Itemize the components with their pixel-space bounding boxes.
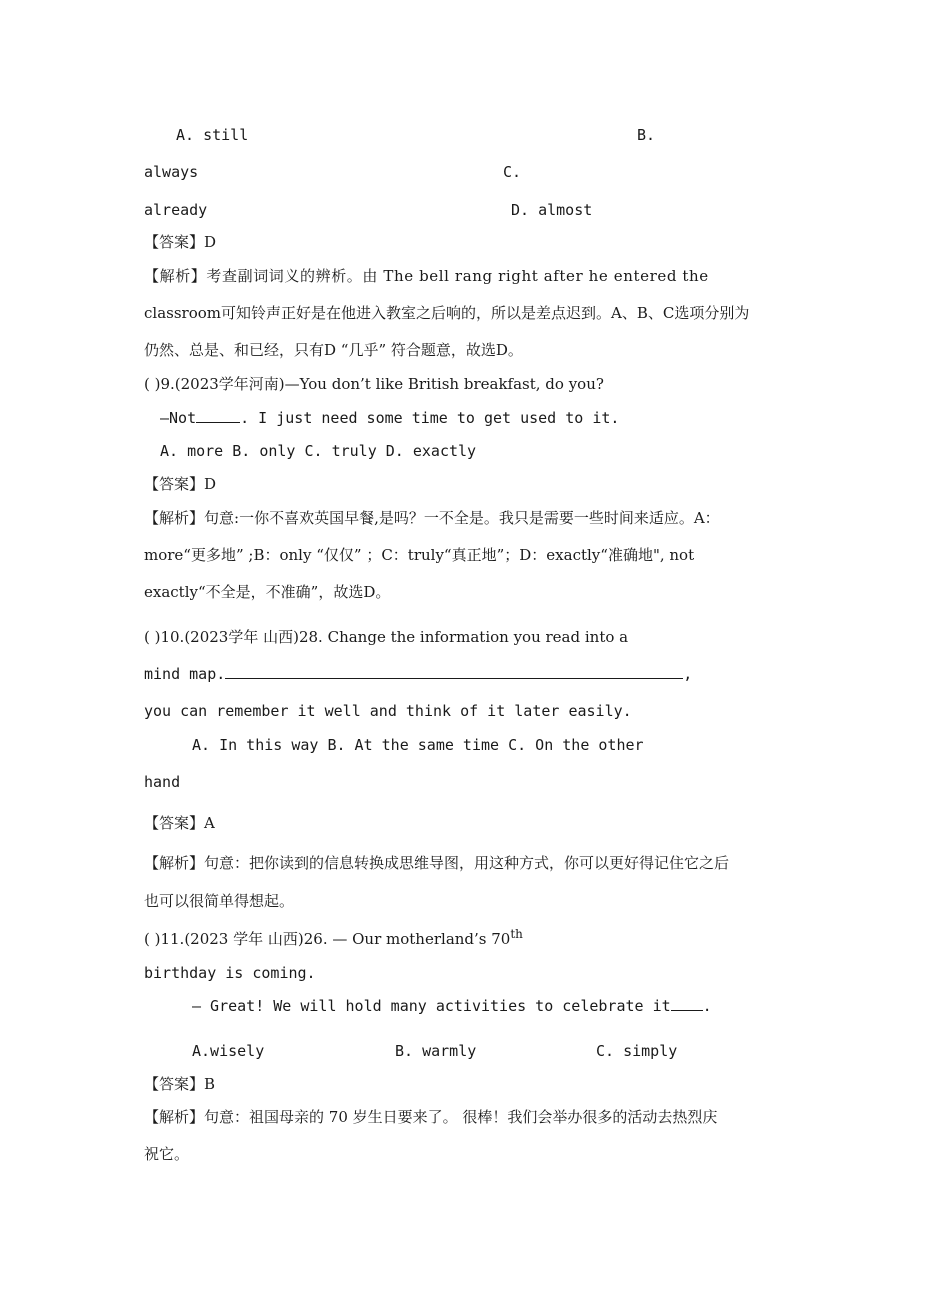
answer-value: A	[204, 814, 215, 832]
q11-answer	[144, 1074, 215, 1094]
stem-text: ( )11.(2023 学年 山西)26. — Our motherland’s 70	[144, 930, 511, 948]
analysis-label: 【解析】	[144, 509, 205, 527]
q10-options: A. In this way B. At the same time C. On the other	[192, 736, 644, 754]
superscript: th	[510, 927, 523, 941]
q8-answer	[144, 232, 216, 252]
stem-text: —Not	[160, 409, 197, 427]
answer-blank	[671, 996, 703, 1011]
q10-analysis-line-2: 也可以很简单得想起。	[144, 892, 295, 910]
answer-label: 【答案】	[144, 475, 205, 493]
q9-answer	[144, 474, 216, 494]
analysis-label: 【解析】	[144, 854, 205, 872]
q8-analysis-line-2: classroom可知铃声正好是在他进入教室之后响的，所以是差点迟到。A、B、C选项分别为	[144, 304, 750, 322]
q8-option-a: A. still	[176, 126, 249, 144]
q11-option-b: B. warmly	[395, 1042, 477, 1060]
q11-stem-line-3	[192, 996, 712, 1016]
q9-analysis-line-3: exactly“不全是，不准确”，故选D。	[144, 583, 391, 601]
q10-stem-line-2	[144, 664, 692, 684]
answer-label: 【答案】	[144, 233, 205, 251]
analysis-text: 句意：祖国母亲的 70 岁生日要来了。 很棒！我们会举办很多的活动去热烈庆	[204, 1108, 718, 1126]
q11-analysis-line-2: 祝它。	[144, 1145, 190, 1163]
stem-text: ,	[683, 665, 693, 683]
answer-label: 【答案】	[144, 1075, 205, 1093]
q8-option-c-word: already	[144, 201, 208, 219]
q8-analysis-line-3: 仍然、总是、和已经，只有D “几乎” 符合题意，故选D。	[144, 341, 523, 359]
stem-text: .	[702, 997, 712, 1015]
analysis-label: 【解析】	[144, 267, 207, 285]
q10-stem-line-1: ( )10.(2023学年 山西)28. Change the information you read into a	[144, 628, 629, 646]
q9-analysis-line-1	[144, 508, 720, 528]
q9-options: A. more B. only C. truly D. exactly	[160, 442, 477, 460]
q11-stem-line-1	[144, 929, 523, 949]
answer-blank	[225, 664, 683, 679]
q11-stem-line-2: birthday is coming.	[144, 964, 316, 982]
analysis-label: 【解析】	[144, 1108, 205, 1126]
stem-text: mind map.	[144, 665, 226, 683]
q11-option-c: C. simply	[596, 1042, 678, 1060]
q11-analysis-line-1	[144, 1107, 717, 1127]
q10-answer	[144, 813, 215, 833]
q10-stem-line-3: you can remember it well and think of it later easily.	[144, 702, 632, 720]
answer-value: D	[204, 475, 217, 493]
q8-analysis-line-1	[144, 266, 806, 286]
analysis-text: 句意:一你不喜欢英国早餐,是吗？一不全是。我只是需要一些时间来适应。A：	[204, 509, 720, 527]
q9-analysis-line-2: more“更多地” ;B：only “仅仅” ；C：truly“真正地”；D：exactly“准确地", not	[144, 546, 695, 564]
q11-option-a: A.wisely	[192, 1042, 265, 1060]
analysis-text: 考查副词词义的辨析。由 The bell rang right after he entered the	[206, 267, 709, 285]
answer-blank	[196, 408, 240, 423]
analysis-text: 句意：把你读到的信息转换成思维导图，用这种方式，你可以更好得记住它之后	[204, 854, 730, 872]
q8-option-b-word: always	[144, 163, 199, 181]
q9-stem-line-2	[160, 408, 619, 428]
q8-option-c: C.	[503, 163, 522, 181]
q8-option-d: D. almost	[511, 201, 593, 219]
q10-options-wrap: hand	[144, 773, 181, 791]
answer-label: 【答案】	[144, 814, 205, 832]
answer-value: B	[204, 1075, 216, 1093]
stem-text: — Great! We will hold many activities to celebrate it	[192, 997, 671, 1015]
stem-text: . I just need some time to get used to it.	[240, 409, 620, 427]
q10-analysis-line-1	[144, 853, 729, 873]
q8-option-b: B.	[637, 126, 656, 144]
answer-value: D	[204, 233, 217, 251]
q9-stem-line-1: ( )9.(2023学年河南)—You don’t like British breakfast, do you?	[144, 375, 604, 393]
